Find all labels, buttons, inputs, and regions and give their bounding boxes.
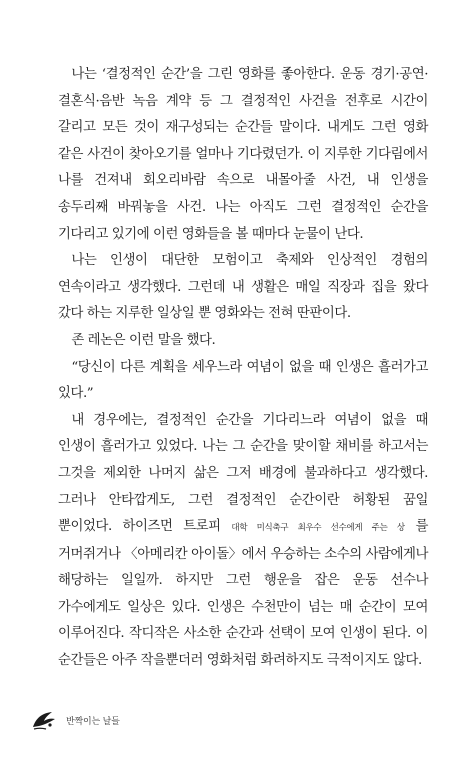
running-title: 반짝이는 날들 <box>66 716 120 727</box>
quote-paragraph: “당신이 다른 계획을 세우느라 여념이 없을 때 인생은 흘러가고 있다.” <box>58 359 428 402</box>
ornament-icon <box>30 708 58 732</box>
paragraph-5-text-a: 내 경우에는, 결정적인 순간을 기다리느라 여념이 없을 때 인생이 흘러가고 있었다. 나는 그 순간을 맞이할 채비를 하고서는 그것을 제외한 나머지 삶은 그저 배경에 불과하다고 생각했다. 그러나 안타깝게도, 그런 결정적인 순간이란 허황된 꿈일 뿐이었다. 하이즈먼 트로피 <box>58 412 428 535</box>
footnote-inline: 대학 미식축구 최우수 선수에게 주는 상 <box>231 523 405 534</box>
page-footer <box>30 708 120 732</box>
paragraph-5-text-b: 를 거머쥐거나 〈아메리칸 아이돌〉에서 우승하는 소수의 사람에게나 해당하는 일일까. 하지만 그런 행운을 잡은 운동 선수나 가수에게도 일상은 있다. 인생은 수천만이 넘는 매 순간이 모여 이루어진다. 작디작은 사소한 순간과 선택이 모여 인생이 된다. 이 순간들은 아주 작을뿐더러 영화처럼 화려하지도 극적이지도 않다. <box>58 519 429 669</box>
paragraph-2: 나는 인생이 대단한 모험이고 축제와 인상적인 경험의 연속이라고 생각했다. 그런데 내 생활은 매일 직장과 집을 왔다 갔다 하는 지루한 일상일 뿐 영화와는 전혀 딴판이다. <box>58 253 428 322</box>
paragraph-5 <box>58 408 428 675</box>
body-text <box>58 62 428 675</box>
paragraph-1: 나는 ‘결정적인 순간’을 그린 영화를 좋아한다. 운동 경기·공연·결혼식·음반 녹음 계약 등 그 결정적인 사건을 전후로 시간이 갈리고 모든 것이 재구성되는 순간들 말이다. 내게도 그런 영화 같은 사건이 찾아오기를 얼마나 기다렸던가. 이 지루한 기다림에서 나를 건져내 회오리바람 속으로 내몰아줄 사건, 내 인생을 송두리째 바꿔놓을 사건. 나는 아직도 그런 결정적인 순간을 기다리고 있기에 이런 영화들을 볼 때마다 눈물이 난다. <box>58 67 428 242</box>
paragraph-3: 존 레논은 이런 말을 했다. <box>71 332 216 348</box>
